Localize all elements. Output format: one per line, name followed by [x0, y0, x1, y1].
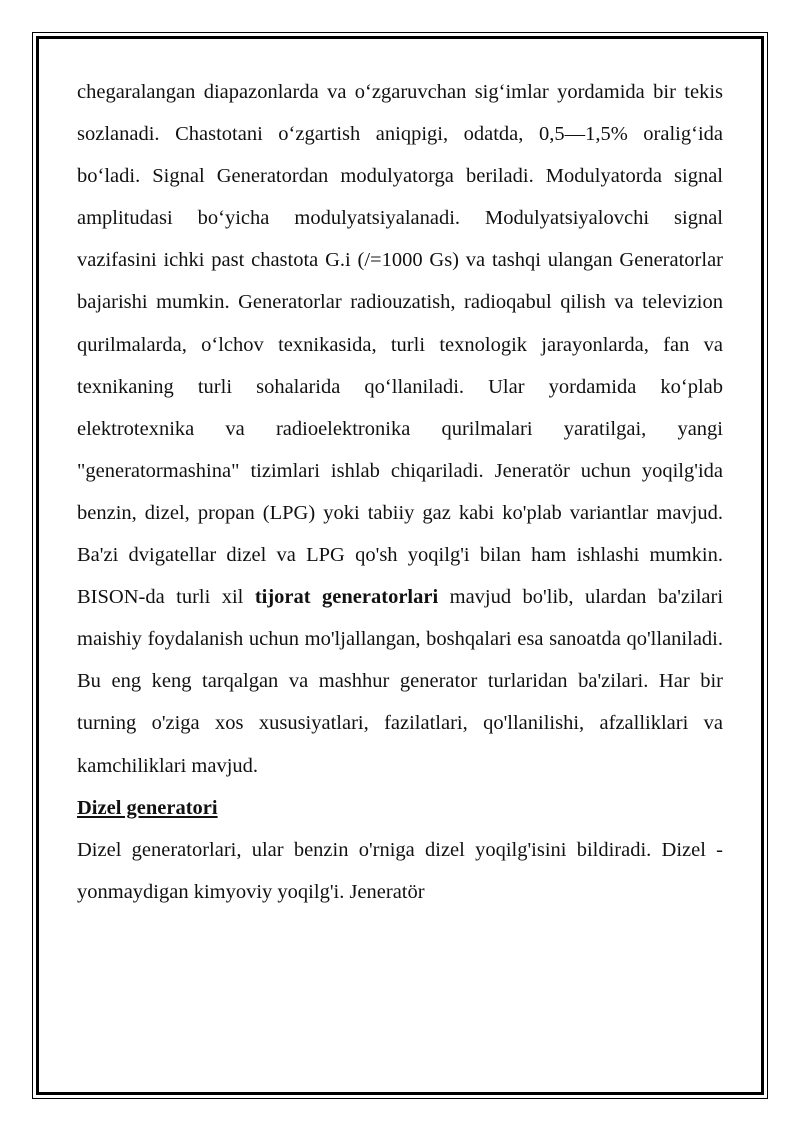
section-heading-diesel-generator: Dizel generatori: [77, 796, 218, 819]
document-body: [77, 71, 723, 913]
bold-term-commercial-generators: tijorat generatorlari: [254, 586, 439, 609]
paragraph-text-end: mavjud bo'lib, ulardan ba'zilari maishiy foydalanish uchun mo'ljallangan, boshqalari esa sanoatda qo'llaniladi. Bu eng keng tarqalgan va mashhur generator turlaridan ba'zilari. Har bir turning o'ziga xos xususiyatlari, fazilatlari, qo'llanilishi, afzalliklari va kamchiliklari mavjud.: [77, 586, 724, 777]
paragraph-diesel: Dizel generatorlari, ular benzin o'rniga dizel yoqilg'isini bildiradi. Dizel - yonmaydigan kimyoviy yoqilg'i. Jeneratör: [77, 838, 723, 903]
paragraph-text-start: chegaralangan diapazonlarda va o‘zgaruvchan sig‘imlar yordamida bir tekis sozlanadi. Chastotani o‘zgartish aniqpigi, odatda, 0,5—1,5% oralig‘ida bo‘ladi. Signal Generatordan modulyatorga beriladi. Modulyatorda signal amplitudasi bo‘yicha modulyatsiyalanadi. Modulyatsiyalovchi signal vazifasini ichki past chastota G.i (/=1000 Gs) va tashqi ulangan Generatorlar bajarishi mumkin. Generatorlar radiouzatish, radioqabul qilish va televizion qurilmalarda, o‘lchov texnikasida, turli texnologik jarayonlarda, fan va texnikaning turli sohalarida qo‘llaniladi. Ular yordamida ko‘plab elektrotexnika va radioelektronika qurilmalari yaratilgai, yangi "generatormashina" tizimlari ishlab chiqariladi. Jeneratör uchun yoqilg'ida benzin, dizel, propan (LPG) yoki tabiiy gaz kabi ko'plab variantlar mavjud. Ba'zi dvigatellar dizel va LPG qo'sh yoqilg'i bilan ham ishlashi mumkin. BISON-da turli xil: [77, 81, 723, 609]
paragraph-generators: [77, 71, 723, 787]
